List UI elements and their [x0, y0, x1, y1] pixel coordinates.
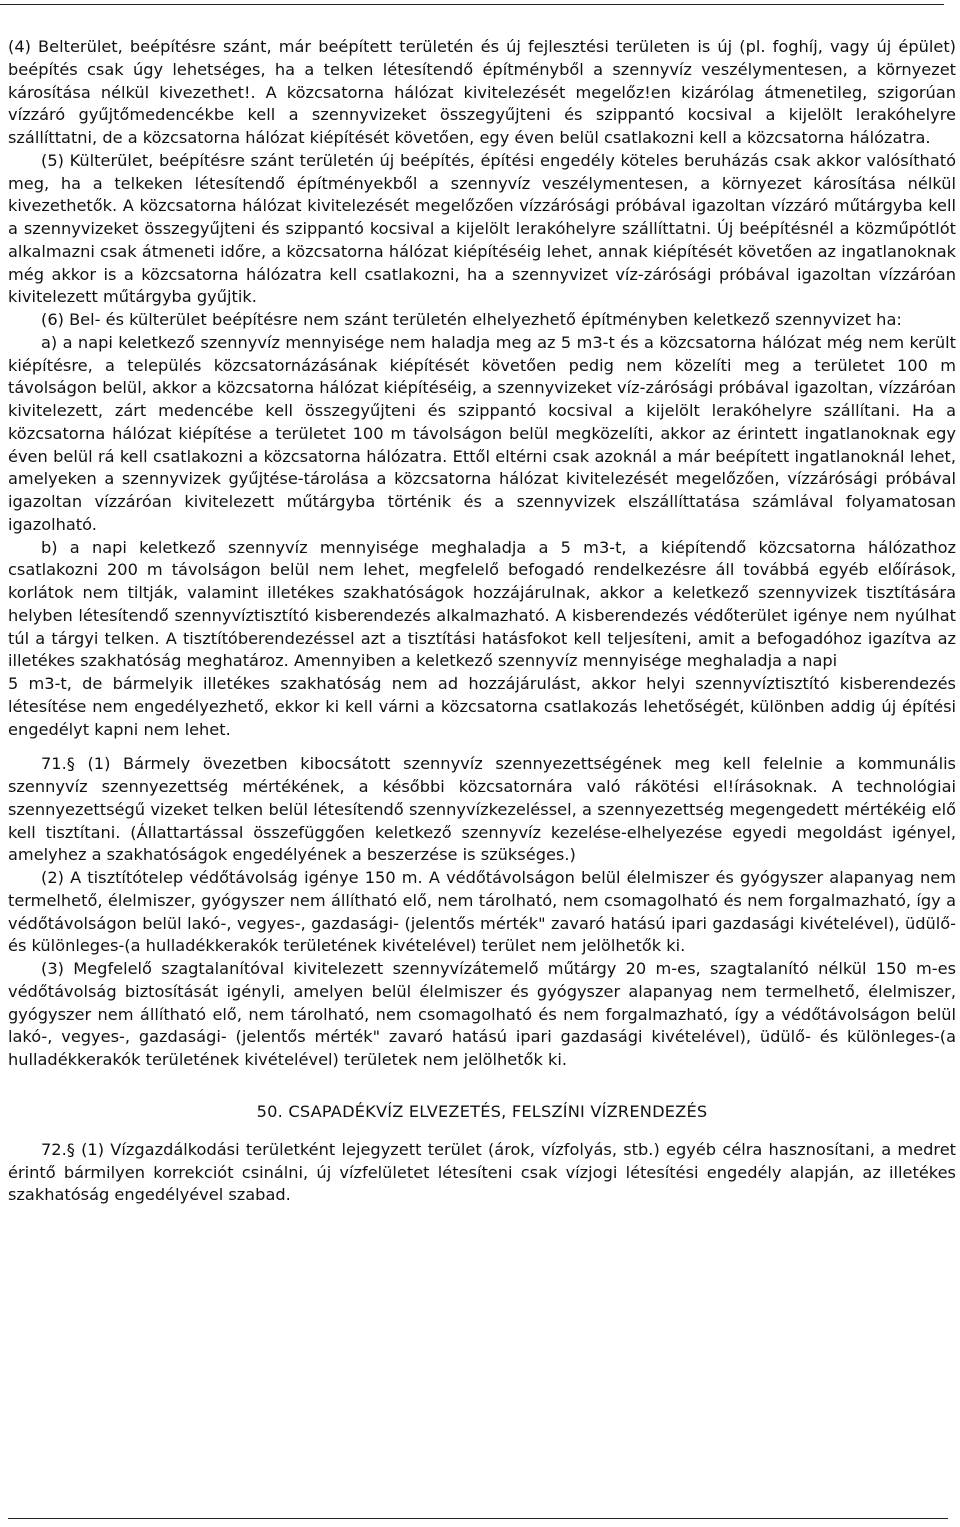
- section-72-paragraph-1: 72.§ (1) Vízgazdálkodási területként lejegyzett terület (árok, vízfolyás, stb.) egyéb célra hasznosítani, a medret érintő bármilyen korrekciót csinálni, új vízfelületet létesíteni csak vízjogi létesítési engedély alapján, az illetékes szakhatóság engedélyével szabad.: [8, 1139, 956, 1205]
- paragraph-6b-continued: 5 m3-t, de bármelyik illetékes szakhatóság nem ad hozzájárulást, akkor helyi szennyvíztisztító kisberendezés létesítése nem engedélyezhető, ekkor ki kell várni a közcsatorna csatlakozás lehetőségét, különben addig új építési engedélyt kapni nem lehet.: [8, 674, 956, 739]
- footer-rule: [8, 1518, 948, 1519]
- paragraph-6: (6) Bel- és külterület beépítésre nem szánt területén elhelyezhető építményben keletkező szennyvizet ha:: [41, 310, 902, 329]
- paragraph-5: (5) Külterület, beépítésre szánt területén új beépítés, építési engedély köteles beruházás csak akkor valósítható meg, ha a telkeken létesítendő építményekből a szennyvíz veszélymentesen, a környezet károsítása nélkül kivezethetők. A közcsatorna hálózat kivitelezését megelőzően vízzárósági próbával igazoltan vízzáró műtárgyba kell a szennyvizeket összegyűjteni és szippantó kocsival a kijelölt lerakóhelyre szállíttatni. Új beépítésnél a közműpótlót alkalmazni csak átmeneti időre, a közcsatorna hálózat kiépítéséig lehet, annak kiépítését követően az ingatlanoknak még akkor is a közcsatorna hálózatra kell csatlakozni, ha a szennyvizet víz-zárósági próbával igazoltan vízzáróan kivitelezett műtárgyba gyűjtik.: [8, 150, 956, 307]
- paragraph-4: (4) Belterület, beépítésre szánt, már beépített területén és új fejlesztési területen is új (pl. foghíj, vagy új épület) beépítés csak úgy lehetséges, ha a telken létesítendő építményből a szennyvíz veszélymentesen, a környezet károsítása nélkül kivezethet!. A közcsatorna hálózat kivitelezését megelőz!en kizárólag átmenetileg, szigorúan vízzáró gyűjtőmedencékbe kell a szennyvizeket összegyűjteni és szippantó kocsival a kijelölt lerakóhelyre szállíttatni, de a közcsatorna hálózat kiépítését követően, egy éven belül csatlakozni kell a közcsatorna hálózatra.: [8, 37, 956, 147]
- section-heading: 50. CSAPADÉKVÍZ ELVEZETÉS, FELSZÍNI VÍZRENDEZÉS: [256, 1101, 708, 1121]
- header-rule: [0, 4, 944, 5]
- document-body: [8, 36, 956, 1207]
- paragraph-6a: a) a napi keletkező szennyvíz mennyisége nem haladja meg az 5 m3-t és a közcsatorna hálózat még nem került kiépítésre, a település közcsatornázásának kiépítését követően pedig nem közelíti meg a területet 100 m távolságon belül, akkor a közcsatorna hálózat kiépítéséig, a szennyvizeket víz-zárósági próbával igazoltan, vízzáróan kivitelezett, zárt medencébe kell összegyűjteni és szippantó kocsival a kijelölt lerakóhelyre szállítani. Ha a közcsatorna hálózat kiépítése a területet 100 m távolságon belül megközelíti, akkor az érintett ingatlanoknak egy éven belül rá kell csatlakozni a közcsatorna hálózatra. Ettől eltérni csak azoknál a már beépített ingatlanoknál lehet, amelyeken a szennyvizek gyűjtése-tárolása a közcsatorna hálózat kivitelezését megelőzően, vízzárósági próbával igazoltan vízzáróan kivitelezett műtárgyba történik és a szennyvizek elszállíttatása számlával folyamatosan igazolható.: [8, 332, 956, 534]
- section-71-paragraph-1: 71.§ (1) Bármely övezetben kibocsátott szennyvíz szennyezettségének meg kell felelnie a kommunális szennyvíz szennyezettség mértékének, a későbbi közcsatornára való rákötési el!írásoknak. A technológiai szennyezettségű vizeket telken belül létesítendő szennyvízkezeléssel, a szennyezettség megengedett mértékéig elő kell tisztítani. (Állattartással összefüggően keletkező szennyvíz kezelése-elhelyezése egyedi megoldást igényel, amelyhez a szakhatóságok engedélyének a beszerzése is szükséges.): [8, 754, 956, 865]
- section-71-paragraph-2: (2) A tisztítótelep védőtávolság igénye 150 m. A védőtávolságon belül élelmiszer és gyógyszer alapanyag nem termelhető, élelmiszer, gyógyszer nem állítható elő, nem tárolható, nem csomagolható és nem forgalmazható, így a védőtávolságon belül lakó-, vegyes-, gazdasági- (jelentős mérték" zavaró hatású ipari gazdasági kivételével), üdülő- és különleges-(a hulladékkerakók területének kivételével) terület nem jelölhetők ki.: [8, 868, 956, 956]
- section-71-paragraph-3: (3) Megfelelő szagtalanítóval kivitelezett szennyvízátemelő műtárgy 20 m-es, szagtalanító nélkül 150 m-es védőtávolság biztosítását igényli, amelyen belül élelmiszer és gyógyszer alapanyag nem termelhető, élelmiszer, gyógyszer nem állítható elő, nem tárolható, nem csomagolható és nem forgalmazható, így a védőtávolságon belül lakó-, vegyes-, gazdasági- (jelentős mérték" zavaró hatású ipari gazdasági kivételével), üdülő- és különleges-(a hulladékkerakók területének kivételével) területek nem jelölhetők ki.: [8, 959, 956, 1069]
- paragraph-6b: b) a napi keletkező szennyvíz mennyisége meghaladja a 5 m3-t, a kiépítendő közcsatorna hálózathoz csatlakozni 200 m távolságon belül nem lehet, megfelelő befogadó rendelkezésre áll továbbá egyéb előírások, korlátok nem tiltják, valamint illetékes szakhatóságok hozzájárulnak, akkor a keletkező szennyvizek tisztítására helyben létesítendő szennyvíztisztító kisberendezés alkalmazható. A kisberendezés védőterület igénye nem nyúlhat túl a tárgyi telken. A tisztítóberendezéssel azt a tisztítási hatásfokot kell teljesíteni, amit a befogadóhoz igazítva az illetékes szakhatóság meghatároz. Amennyiben a keletkező szennyvíz mennyisége meghaladja a napi: [8, 537, 956, 671]
